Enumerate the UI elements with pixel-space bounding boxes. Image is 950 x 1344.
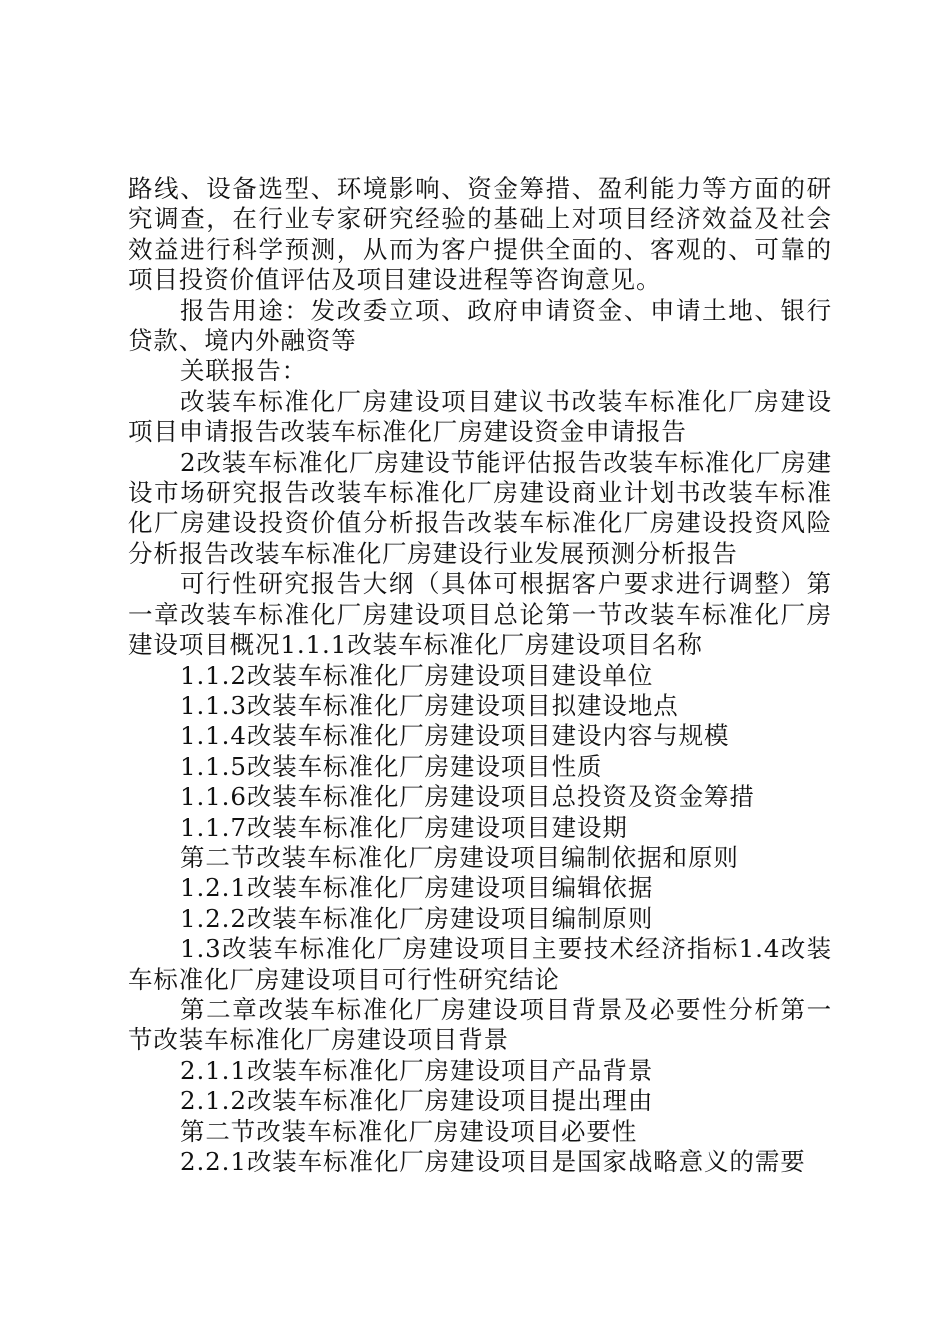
toc-section-2: 第二节改装车标准化厂房建设项目编制依据和原则 <box>180 842 739 872</box>
toc-item-1-3-1-4: 1.3改装车标准化厂房建设项目主要技术经济指标1.4改装车标准化厂房建设项目可行性研究结论 <box>128 934 832 994</box>
paragraph-related-reports-2: 2改装车标准化厂房建设节能评估报告改装车标准化厂房建设市场研究报告改装车标准化厂房建设商业计划书改装车标准化厂房建设投资价值分析报告改装车标准化厂房建设投资风险分析报告改装车标准化厂房建设行业发展预测分析报告 <box>128 447 832 568</box>
toc-item-1-2-2: 1.2.2改装车标准化厂房建设项目编制原则 <box>180 903 654 933</box>
toc-item-2-1-1: 2.1.1改装车标准化厂房建设项目产品背景 <box>180 1055 654 1085</box>
paragraph-related-reports-heading: 关联报告： <box>180 356 307 386</box>
toc-item-1-1-6: 1.1.6改装车标准化厂房建设项目总投资及资金筹措 <box>180 782 755 812</box>
toc-item-1-1-4: 1.1.4改装车标准化厂房建设项目建设内容与规模 <box>180 721 730 751</box>
toc-chapter-2-section-2: 第二节改装车标准化厂房建设项目必要性 <box>180 1116 638 1146</box>
document-body <box>128 174 832 1177</box>
paragraph-outline-intro: 可行性研究报告大纲（具体可根据客户要求进行调整）第一章改装车标准化厂房建设项目总论第一节改装车标准化厂房建设项目概况1.1.1改装车标准化厂房建设项目名称 <box>128 569 832 660</box>
toc-item-1-1-3: 1.1.3改装车标准化厂房建设项目拟建设地点 <box>180 690 679 720</box>
toc-item-1-1-5: 1.1.5改装车标准化厂房建设项目性质 <box>180 751 603 781</box>
toc-item-1-1-7: 1.1.7改装车标准化厂房建设项目建设期 <box>180 812 628 842</box>
toc-item-1-1-2: 1.1.2改装车标准化厂房建设项目建设单位 <box>180 660 654 690</box>
paragraph-related-reports-1: 改装车标准化厂房建设项目建议书改装车标准化厂房建设项目申请报告改装车标准化厂房建设资金申请报告 <box>128 386 832 447</box>
toc-item-2-1-2: 2.1.2改装车标准化厂房建设项目提出理由 <box>180 1086 654 1116</box>
toc-item-1-2-1: 1.2.1改装车标准化厂房建设项目编辑依据 <box>180 873 654 903</box>
paragraph-report-purpose: 报告用途：发改委立项、政府申请资金、申请土地、银行贷款、境内外融资等 <box>128 295 832 356</box>
toc-chapter-2: 第二章改装车标准化厂房建设项目背景及必要性分析第一节改装车标准化厂房建设项目背景 <box>128 994 832 1055</box>
paragraph-intro-continuation: 路线、设备选型、环境影响、资金筹措、盈利能力等方面的研究调查，在行业专家研究经验的基础上对项目经济效益及社会效益进行科学预测，从而为客户提供全面的、客观的、可靠的项目投资价值评估及项目建设进程等咨询意见。 <box>128 174 832 295</box>
toc-item-2-2-1: 2.2.1改装车标准化厂房建设项目是国家战略意义的需要 <box>180 1147 806 1176</box>
